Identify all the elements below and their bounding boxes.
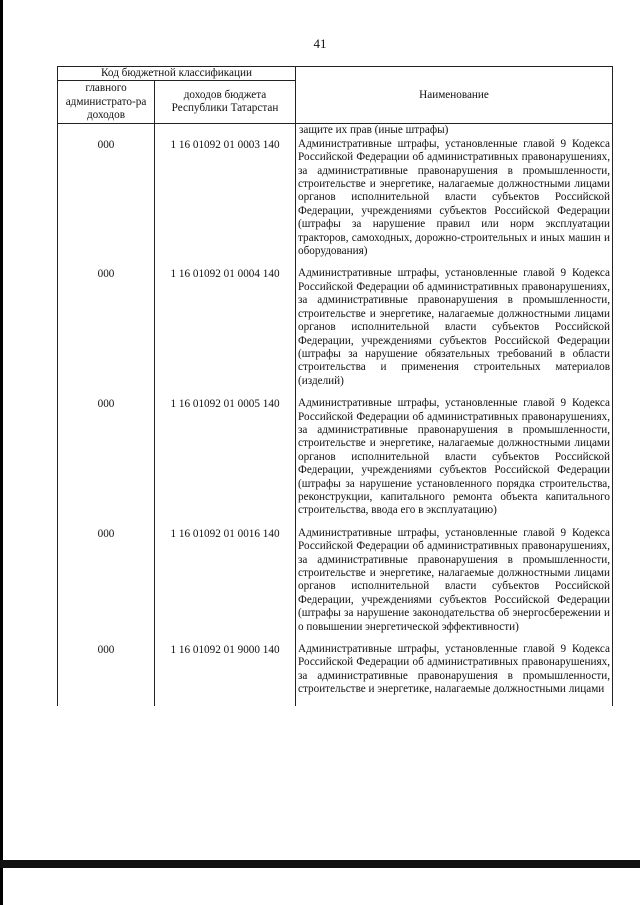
- table-row-continuation: [58, 124, 613, 138]
- table-row: [58, 397, 613, 527]
- income-code: 1 16 01092 01 0016 140: [155, 527, 296, 643]
- income-code: 1 16 01092 01 0003 140: [155, 138, 296, 268]
- header-chief-administrator: главного администрато-ра доходов: [58, 81, 155, 124]
- admin-code: 000: [58, 527, 155, 643]
- page-number: 41: [313, 36, 327, 51]
- header-budget-income: доходов бюджета Республики Татарстан: [155, 81, 296, 124]
- budget-classification-table: [57, 66, 613, 706]
- admin-code: 000: [58, 397, 155, 527]
- table-row: [58, 527, 613, 643]
- header-name: Наименование: [296, 67, 613, 124]
- admin-code: 000: [58, 267, 155, 397]
- row-name: Административные штрафы, установленные главой 9 Кодекса Российской Федерации об административных правонарушениях, за административные правонарушения в промышленности, строительстве и энергетике, налагаемые должностными лицами органов исполнительной власти субъектов Российской Федерации, учреждениями субъектов Российской Федерации (штрафы за нарушение правил или норм эксплуатации тракторов, самоходных, дорожно-строительных и иных машин и оборудования): [296, 138, 613, 268]
- income-code: 1 16 01092 01 0005 140: [155, 397, 296, 527]
- row-name: Административные штрафы, установленные главой 9 Кодекса Российской Федерации об административных правонарушениях, за административные правонарушения в промышленности, строительстве и энергетике, налагаемые должностными лицами: [296, 643, 613, 706]
- income-code: 1 16 01092 01 0004 140: [155, 267, 296, 397]
- table-row: [58, 138, 613, 268]
- admin-code: 000: [58, 138, 155, 268]
- continuation-text: защите их прав (иные штрафы): [296, 124, 613, 138]
- row-name: Административные штрафы, установленные главой 9 Кодекса Российской Федерации об административных правонарушениях, за административные правонарушения в промышленности, строительстве и энергетике, налагаемые должностными лицами органов исполнительной власти субъектов Российской Федерации, учреждениями субъектов Российской Федерации (штрафы за нарушение установленного порядка строительства, реконструкции, капитального ремонта объекта капитального строительства, ввода его в эксплуатацию): [296, 397, 613, 527]
- row-name: Административные штрафы, установленные главой 9 Кодекса Российской Федерации об административных правонарушениях, за административные правонарушения в промышленности, строительстве и энергетике, налагаемые должностными лицами органов исполнительной власти субъектов Российской Федерации, учреждениями субъектов Российской Федерации (штрафы за нарушение законодательства об энергосбережении и о повышении энергетической эффективности): [296, 527, 613, 643]
- row-name: Административные штрафы, установленные главой 9 Кодекса Российской Федерации об административных правонарушениях, за административные правонарушения в промышленности, строительстве и энергетике, налагаемые должностными лицами органов исполнительной власти субъектов Российской Федерации, учреждениями субъектов Российской Федерации (штрафы за нарушение обязательных требований в области строительства и применения строительных материалов (изделий): [296, 267, 613, 397]
- income-code: 1 16 01092 01 9000 140: [155, 643, 296, 706]
- header-budget-classification: Код бюджетной классификации: [58, 67, 296, 81]
- scan-left-edge: [0, 0, 3, 905]
- scan-bottom-bar: [0, 860, 640, 868]
- admin-code: 000: [58, 643, 155, 706]
- table-row: [58, 643, 613, 706]
- table-row: [58, 267, 613, 397]
